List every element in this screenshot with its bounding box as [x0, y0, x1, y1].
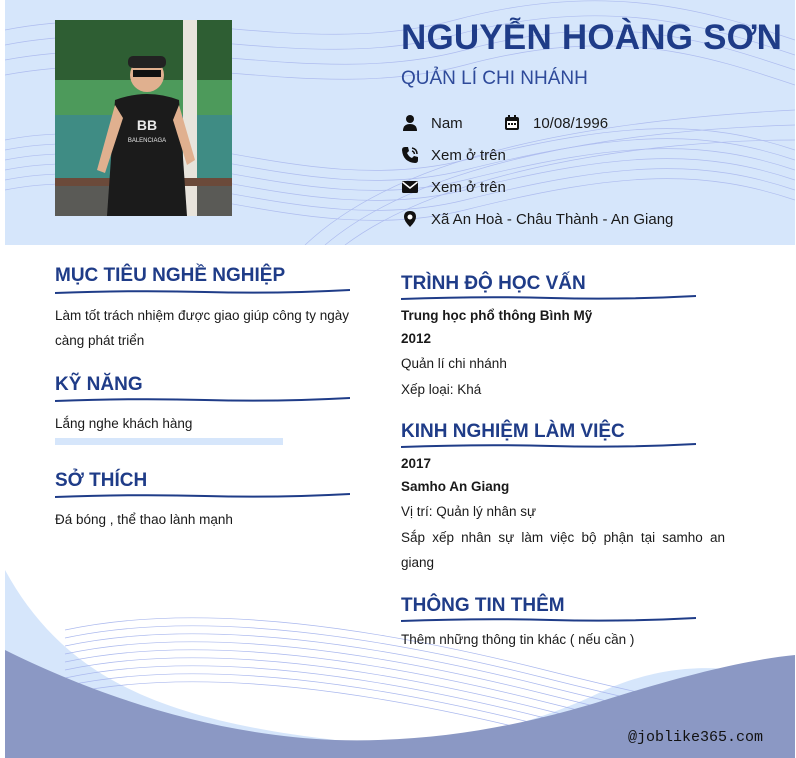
- header-band: [5, 0, 795, 245]
- education-major: Quản lí chi nhánh: [401, 356, 507, 371]
- skills-underline: [55, 396, 350, 404]
- education-grade: Xếp loại: Khá: [401, 382, 482, 397]
- phone-row: [401, 143, 506, 167]
- address-row: [401, 207, 673, 231]
- email-row: [401, 175, 506, 199]
- experience-underline: [401, 442, 696, 450]
- envelope-icon: [401, 178, 419, 196]
- education-title: TRÌNH ĐỘ HỌC VẤN: [401, 273, 586, 294]
- skill-name: Lắng nghe khách hàng: [55, 416, 193, 431]
- birthdate-row: [503, 111, 608, 135]
- cv-page: [5, 0, 795, 758]
- profile-photo-illustration: [55, 20, 232, 216]
- calendar-icon: [503, 114, 521, 132]
- profile-photo: [55, 20, 232, 216]
- hobbies-text: Đá bóng , thể thao lành mạnh: [55, 512, 233, 527]
- birthdate-value: 10/08/1996: [533, 114, 609, 132]
- skill-level-bar: [55, 438, 283, 445]
- email-value: Xem ở trên: [431, 178, 506, 196]
- education-year: 2012: [401, 331, 432, 346]
- location-pin-icon: [401, 210, 419, 228]
- shirt-print-text: BALENCIAGA: [127, 138, 167, 144]
- objective-title: MỤC TIÊU NGHỀ NGHIỆP: [55, 265, 286, 286]
- person-icon: [401, 114, 419, 132]
- education-underline: [401, 294, 696, 302]
- experience-company: Samho An Giang: [401, 479, 510, 494]
- experience-title: KINH NGHIỆM LÀM VIỆC: [401, 421, 625, 442]
- hobbies-underline: [55, 492, 350, 500]
- candidate-name: NGUYỄN HOÀNG SƠN: [401, 18, 783, 57]
- objective-text: Làm tốt trách nhiệm được giao giúp công ty ngày càng phát triển: [55, 308, 350, 348]
- experience-year: 2017: [401, 456, 432, 471]
- site-watermark: @joblike365.com: [627, 729, 763, 746]
- additional-title: THÔNG TIN THÊM: [401, 595, 565, 616]
- objective-underline: [55, 288, 350, 296]
- phone-icon: [401, 146, 419, 164]
- experience-role: Vị trí: Quản lý nhân sự: [401, 504, 537, 519]
- additional-underline: [401, 616, 696, 624]
- skills-title: KỸ NĂNG: [55, 374, 143, 395]
- additional-text: Thêm những thông tin khác ( nếu cần ): [401, 632, 635, 647]
- education-school: Trung học phổ thông Bình Mỹ: [401, 308, 593, 323]
- shirt-print-logo: BB: [136, 117, 158, 133]
- phone-value: Xem ở trên: [431, 146, 506, 164]
- hobbies-title: SỞ THÍCH: [55, 470, 148, 491]
- gender-row: [401, 111, 463, 135]
- candidate-position: QUẢN LÍ CHI NHÁNH: [401, 68, 588, 89]
- experience-description: Sắp xếp nhân sự làm việc bộ phận tại samho an giang: [401, 530, 725, 570]
- address-value: Xã An Hoà - Châu Thành - An Giang: [431, 210, 674, 228]
- gender-value: Nam: [431, 114, 463, 132]
